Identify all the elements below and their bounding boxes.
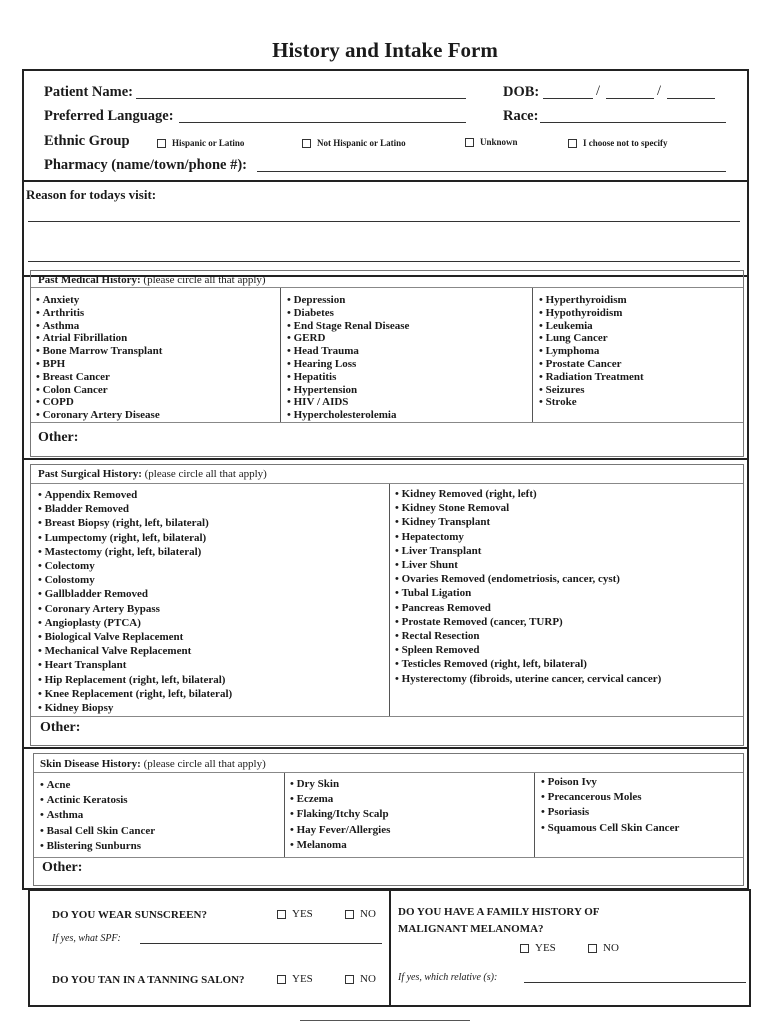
questions-divider [389, 890, 391, 1006]
condition-item[interactable]: • Heart Transplant [38, 658, 232, 672]
condition-item[interactable]: • Rectal Resection [395, 629, 661, 643]
medical-divider [31, 422, 743, 423]
dob-label: DOB: [503, 84, 540, 100]
footer-line [300, 1020, 470, 1021]
checkbox-icon [520, 944, 529, 953]
condition-item[interactable]: • Hypercholesterolemia [287, 409, 409, 422]
skin-other-label: Other: [42, 860, 83, 875]
condition-item[interactable]: • End Stage Renal Disease [287, 320, 409, 333]
condition-item[interactable]: • Hysterectomy (fibroids, uterine cancer, cervical cancer) [395, 672, 661, 686]
option-label: I choose not to specify [583, 138, 668, 148]
condition-item[interactable]: • Basal Cell Skin Cancer [40, 824, 155, 839]
ethnic-option-not-hispanic[interactable] [302, 138, 406, 148]
dob-separator: / [657, 83, 662, 99]
checkbox-icon [302, 139, 311, 148]
checkbox-icon [588, 944, 597, 953]
preferred-language-label: Preferred Language: [44, 108, 174, 124]
preferred-language-field[interactable] [179, 122, 466, 123]
pharmacy-label: Pharmacy (name/town/phone #): [44, 157, 247, 173]
condition-item[interactable]: • Blistering Sunburns [40, 839, 155, 854]
page-title: History and Intake Form [272, 38, 498, 62]
skin-divider [34, 857, 743, 858]
medical-history-heading: Past Medical History: (please circle all that apply) [38, 274, 266, 286]
reason-line-1[interactable] [28, 221, 740, 222]
condition-item[interactable]: • Tubal Ligation [395, 586, 661, 600]
condition-item[interactable]: • Asthma [36, 320, 162, 333]
checkbox-icon [568, 139, 577, 148]
condition-item[interactable]: • Hay Fever/Allergies [290, 823, 390, 838]
condition-item[interactable]: • Biological Valve Replacement [38, 630, 232, 644]
condition-item[interactable]: • Atrial Fibrillation [36, 332, 162, 345]
option-label: Unknown [480, 137, 518, 147]
dob-separator: / [596, 83, 601, 99]
skin-list-col3 [541, 775, 679, 836]
relative-field[interactable] [524, 982, 746, 983]
family-yes-option[interactable] [520, 942, 556, 954]
condition-item[interactable]: • Psoriasis [541, 805, 679, 820]
condition-item[interactable]: • Testicles Removed (right, left, bilateral) [395, 657, 661, 671]
condition-item[interactable]: • Hepatectomy [395, 530, 661, 544]
condition-item[interactable]: • Angioplasty (PTCA) [38, 616, 232, 630]
checkbox-icon [345, 975, 354, 984]
condition-item[interactable]: • Dry Skin [290, 777, 390, 792]
spf-field[interactable] [140, 943, 382, 944]
condition-item[interactable]: • GERD [287, 332, 409, 345]
condition-item[interactable]: • Hip Replacement (right, left, bilateral) [38, 673, 232, 687]
ethnic-option-unknown[interactable] [465, 137, 518, 147]
sunscreen-yes-option[interactable] [277, 908, 313, 920]
tanning-question: DO YOU TAN IN A TANNING SALON? [52, 974, 245, 986]
medical-col-divider [280, 288, 281, 422]
condition-item[interactable]: • HIV / AIDS [287, 396, 409, 409]
ethnic-group-label: Ethnic Group [44, 133, 130, 149]
condition-item[interactable]: • Head Trauma [287, 345, 409, 358]
condition-item[interactable]: • Colostomy [38, 573, 232, 587]
condition-item[interactable]: • Leukemia [539, 320, 644, 333]
condition-item[interactable]: • Arthritis [36, 307, 162, 320]
family-history-question-line1: DO YOU HAVE A FAMILY HISTORY OF [398, 906, 600, 918]
skin-list-col1 [40, 778, 155, 854]
yes-label: YES [292, 908, 313, 920]
checkbox-icon [465, 138, 474, 147]
surgical-divider [31, 716, 743, 717]
condition-item[interactable]: • Kidney Removed (right, left) [395, 487, 661, 501]
surgical-divider [31, 483, 743, 484]
condition-item[interactable]: • Hypertension [287, 384, 409, 397]
condition-item[interactable]: • COPD [36, 396, 162, 409]
condition-item[interactable]: • Asthma [40, 808, 155, 823]
condition-item[interactable]: • Breast Biopsy (right, left, bilateral) [38, 516, 232, 530]
condition-item[interactable]: • Hyperthyroidism [539, 294, 644, 307]
condition-item[interactable]: • Bone Marrow Transplant [36, 345, 162, 358]
medical-col-divider [532, 288, 533, 422]
condition-item[interactable]: • Bladder Removed [38, 502, 232, 516]
checkbox-icon [277, 910, 286, 919]
skin-history-heading: Skin Disease History: (please circle all that apply) [40, 758, 266, 770]
condition-item[interactable]: • Anxiety [36, 294, 162, 307]
condition-item[interactable]: • Kidney Biopsy [38, 701, 232, 715]
checkbox-icon [345, 910, 354, 919]
medical-list-col1 [36, 294, 162, 422]
skin-col-divider [534, 773, 535, 857]
condition-item[interactable]: • Precancerous Moles [541, 790, 679, 805]
checkbox-icon [157, 139, 166, 148]
condition-item[interactable]: • Mastectomy (right, left, bilateral) [38, 545, 232, 559]
condition-item[interactable]: • Liver Transplant [395, 544, 661, 558]
condition-item[interactable]: • Diabetes [287, 307, 409, 320]
surgical-list-col2 [395, 487, 661, 686]
condition-item[interactable]: • Lumpectomy (right, left, bilateral) [38, 531, 232, 545]
skin-col-divider [284, 773, 285, 857]
condition-item[interactable]: • Appendix Removed [38, 488, 232, 502]
condition-item[interactable]: • Ovaries Removed (endometriosis, cancer, cyst) [395, 572, 661, 586]
yes-label: YES [292, 973, 313, 985]
no-label: NO [360, 908, 376, 920]
race-label: Race: [503, 108, 539, 124]
condition-item[interactable]: • Pancreas Removed [395, 601, 661, 615]
condition-item[interactable]: • Lung Cancer [539, 332, 644, 345]
condition-item[interactable]: • Prostate Removed (cancer, TURP) [395, 615, 661, 629]
condition-item[interactable]: • Gallbladder Removed [38, 587, 232, 601]
condition-item[interactable]: • Acne [40, 778, 155, 793]
skin-divider [34, 772, 743, 773]
medical-divider [31, 287, 743, 288]
condition-item[interactable]: • Breast Cancer [36, 371, 162, 384]
condition-item[interactable]: • Colon Cancer [36, 384, 162, 397]
condition-item[interactable]: • Seizures [539, 384, 644, 397]
condition-item[interactable]: • Prostate Cancer [539, 358, 644, 371]
condition-item[interactable]: • Hypothyroidism [539, 307, 644, 320]
condition-item[interactable]: • Poison Ivy [541, 775, 679, 790]
family-history-question-line2: MALIGNANT MELANOMA? [398, 923, 544, 935]
surgical-col-divider [389, 484, 390, 716]
condition-item[interactable]: • Spleen Removed [395, 643, 661, 657]
ethnic-option-not-specify[interactable] [568, 138, 668, 148]
condition-item[interactable]: • Hepatitis [287, 371, 409, 384]
race-field[interactable] [540, 122, 726, 123]
dob-month-field[interactable] [543, 98, 593, 99]
checkbox-icon [277, 975, 286, 984]
condition-item[interactable]: • Mechanical Valve Replacement [38, 644, 232, 658]
dob-day-field[interactable] [606, 98, 654, 99]
sunscreen-question: DO YOU WEAR SUNSCREEN? [52, 909, 207, 921]
condition-item[interactable]: • Melanoma [290, 838, 390, 853]
pharmacy-field[interactable] [257, 171, 726, 172]
surgical-list-col1 [38, 488, 232, 715]
option-label: Not Hispanic or Latino [317, 138, 406, 148]
sunscreen-no-option[interactable] [345, 908, 376, 920]
dob-year-field[interactable] [667, 98, 715, 99]
condition-item[interactable]: • Actinic Keratosis [40, 793, 155, 808]
reason-line-2[interactable] [28, 261, 740, 262]
condition-item[interactable]: • Coronary Artery Bypass [38, 602, 232, 616]
condition-item[interactable]: • Hearing Loss [287, 358, 409, 371]
condition-item[interactable]: • Eczema [290, 792, 390, 807]
condition-item[interactable]: • Squamous Cell Skin Cancer [541, 821, 679, 836]
condition-item[interactable]: • BPH [36, 358, 162, 371]
spf-label: If yes, what SPF: [52, 933, 121, 944]
condition-item[interactable]: • Kidney Transplant [395, 515, 661, 529]
no-label: NO [360, 973, 376, 985]
ethnic-option-hispanic[interactable] [157, 138, 244, 148]
skin-list-col2 [290, 777, 390, 853]
tanning-yes-option[interactable] [277, 973, 313, 985]
condition-item[interactable]: • Knee Replacement (right, left, bilateral) [38, 687, 232, 701]
no-label: NO [603, 942, 619, 954]
yes-label: YES [535, 942, 556, 954]
relative-label: If yes, which relative (s): [398, 972, 498, 983]
condition-item[interactable]: • Lymphoma [539, 345, 644, 358]
condition-item[interactable]: • Kidney Stone Removal [395, 501, 661, 515]
surgical-other-label: Other: [40, 720, 81, 735]
option-label: Hispanic or Latino [172, 138, 245, 148]
medical-list-col3 [539, 294, 644, 409]
family-no-option[interactable] [588, 942, 619, 954]
tanning-no-option[interactable] [345, 973, 376, 985]
reason-label: Reason for todays visit: [26, 187, 157, 202]
patient-name-label: Patient Name: [44, 84, 133, 100]
condition-item[interactable]: • Liver Shunt [395, 558, 661, 572]
medical-list-col2 [287, 294, 409, 422]
condition-item[interactable]: • Colectomy [38, 559, 232, 573]
condition-item[interactable]: • Depression [287, 294, 409, 307]
condition-item[interactable]: • Coronary Artery Disease [36, 409, 162, 422]
medical-other-label: Other: [38, 430, 79, 445]
condition-item[interactable]: • Stroke [539, 396, 644, 409]
condition-item[interactable]: • Flaking/Itchy Scalp [290, 807, 390, 822]
patient-name-field[interactable] [136, 98, 466, 99]
surgical-history-heading: Past Surgical History: (please circle all that apply) [38, 468, 267, 480]
condition-item[interactable]: • Radiation Treatment [539, 371, 644, 384]
